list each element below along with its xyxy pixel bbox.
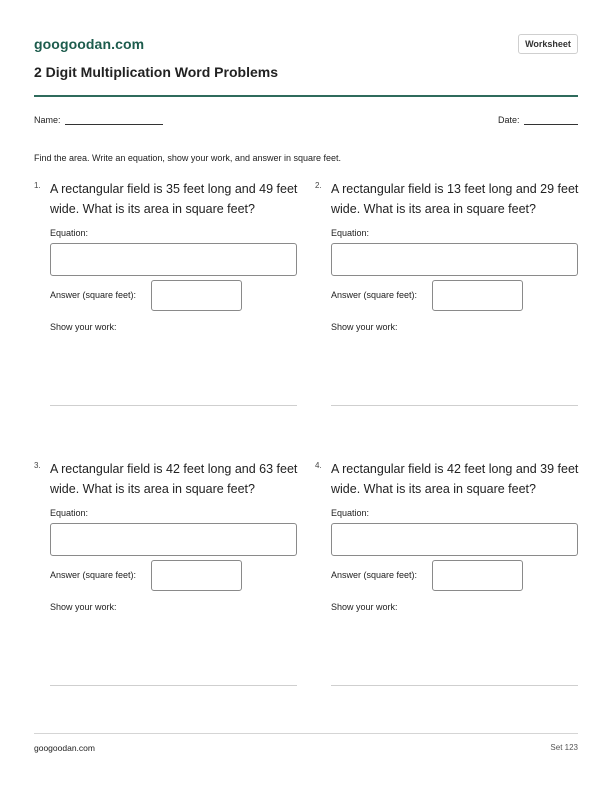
equation-label: Equation: bbox=[331, 228, 370, 238]
date-field[interactable] bbox=[524, 124, 578, 125]
header-divider bbox=[34, 95, 578, 97]
work-divider bbox=[50, 685, 297, 686]
problem-3 bbox=[34, 461, 298, 721]
problem-text: A rectangular field is 42 feet long and 63 feet wide. What is its area in square feet? bbox=[50, 462, 298, 496]
answer-label: Answer (square feet): bbox=[50, 290, 137, 300]
work-label: Show your work: bbox=[331, 322, 398, 332]
equation-label: Equation: bbox=[331, 508, 370, 518]
problem-number: 2. bbox=[315, 181, 322, 190]
date-label: Date: bbox=[498, 115, 520, 125]
answer-label: Answer (square feet): bbox=[331, 290, 418, 300]
equation-label: Equation: bbox=[50, 228, 89, 238]
answer-input[interactable] bbox=[432, 280, 523, 311]
problem-number: 1. bbox=[34, 181, 41, 190]
equation-label: Equation: bbox=[50, 508, 89, 518]
footer-divider bbox=[34, 733, 578, 734]
problem-text: A rectangular field is 13 feet long and 29 feet wide. What is its area in square feet? bbox=[331, 182, 579, 216]
answer-input[interactable] bbox=[151, 560, 242, 591]
answer-label: Answer (square feet): bbox=[331, 570, 418, 580]
problem-number: 4. bbox=[315, 461, 322, 470]
problem-text: A rectangular field is 42 feet long and 39 feet wide. What is its area in square feet? bbox=[331, 462, 579, 496]
footer-site: googoodan.com bbox=[34, 743, 95, 753]
work-divider bbox=[331, 405, 578, 406]
name-label: Name: bbox=[34, 115, 61, 125]
worksheet-badge: Worksheet bbox=[518, 34, 578, 54]
equation-input[interactable] bbox=[331, 243, 578, 276]
answer-label: Answer (square feet): bbox=[50, 570, 137, 580]
equation-input[interactable] bbox=[50, 523, 297, 556]
footer-set-label: Set 123 bbox=[550, 743, 578, 752]
problem-text: A rectangular field is 35 feet long and 49 feet wide. What is its area in square feet? bbox=[50, 182, 298, 216]
page-title: 2 Digit Multiplication Word Problems bbox=[34, 64, 278, 80]
work-divider bbox=[331, 685, 578, 686]
brand-logo-text: googoodan.com bbox=[34, 36, 145, 52]
answer-input[interactable] bbox=[432, 560, 523, 591]
equation-input[interactable] bbox=[50, 243, 297, 276]
problem-4 bbox=[315, 461, 579, 721]
problem-2 bbox=[315, 181, 579, 441]
work-divider bbox=[50, 405, 297, 406]
name-field[interactable] bbox=[65, 124, 163, 125]
work-label: Show your work: bbox=[331, 602, 398, 612]
problem-number: 3. bbox=[34, 461, 41, 470]
equation-input[interactable] bbox=[331, 523, 578, 556]
problem-1 bbox=[34, 181, 298, 441]
work-label: Show your work: bbox=[50, 602, 117, 612]
instructions: Find the area. Write an equation, show your work, and answer in square feet. bbox=[34, 153, 342, 163]
work-label: Show your work: bbox=[50, 322, 117, 332]
answer-input[interactable] bbox=[151, 280, 242, 311]
